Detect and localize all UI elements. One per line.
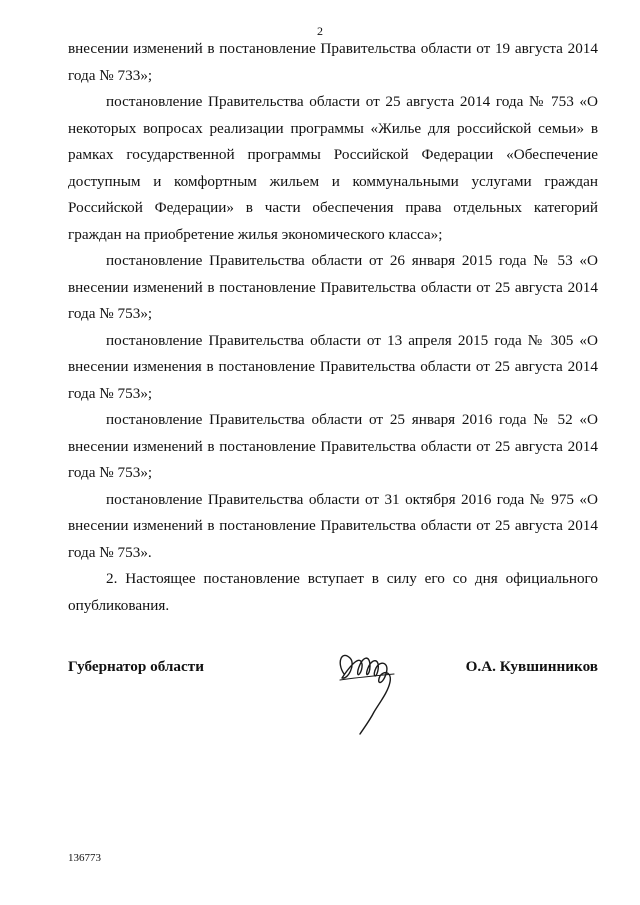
paragraph-effective-date: 2. Настоящее постановление вступает в силу его со дня официального опубликования. (68, 570, 598, 614)
signature-block (68, 640, 598, 740)
handwritten-signature-icon (330, 640, 402, 736)
document-code: 136773 (68, 852, 101, 864)
paragraph-continuation: внесении изменений в постановление Правительства области от 19 августа 2014 года № 733»; (68, 40, 598, 84)
signer-name: О.А. Кувшинников (465, 658, 598, 675)
paragraph-resolution-52: постановление Правительства области от 25 января 2016 года № 52 «О внесении изменений в постановление Правительства области от 25 августа 2014 года № 753»; (68, 411, 598, 481)
paragraph-resolution-975: постановление Правительства области от 31 октября 2016 года № 975 «О внесении изменений в постановление Правительства области от 25 августа 2014 года № 753». (68, 490, 598, 561)
paragraph-resolution-753: постановление Правительства области от 25 августа 2014 года № 753 «О некоторых вопросах реализации программы «Жилье для российской семьи» в рамках государственной программы Российской Федерации «Обеспечение доступным и комфортным жильем и коммунальными услугами граждан Российской Федерации» в части обеспечения права отдельных категорий граждан на приобретение жилья экономического класса»; (68, 93, 598, 243)
page-number: 2 (317, 24, 323, 38)
paragraph-resolution-53: постановление Правительства области от 26 января 2015 года № 53 «О внесении изменений в постановление Правительства области от 25 августа 2014 года № 753»; (68, 252, 598, 322)
document-body (68, 36, 598, 619)
signer-title: Губернатор области (68, 658, 204, 675)
paragraph-resolution-305: постановление Правительства области от 13 апреля 2015 года № 305 «О внесении изменения в постановление Правительства области от 25 августа 2014 года № 753»; (68, 331, 598, 402)
